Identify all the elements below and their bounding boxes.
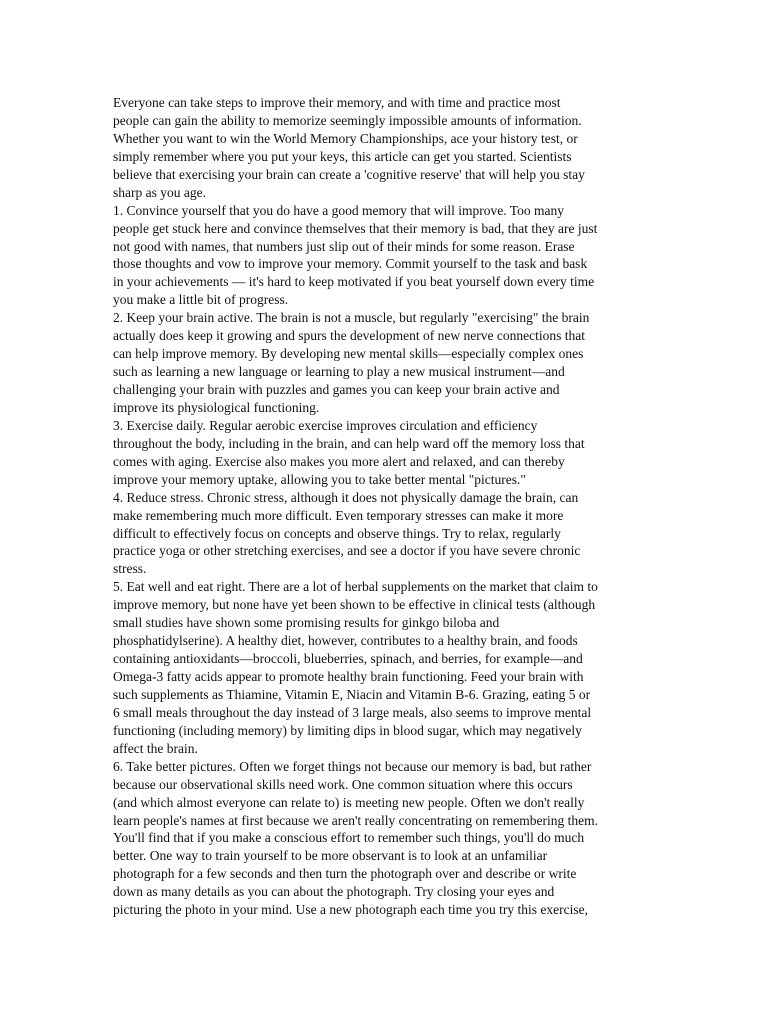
text-line: 6 small meals throughout the day instead of 3 large meals, also seems to improve mental bbox=[113, 704, 592, 720]
text-line: such supplements as Thiamine, Vitamin E, Niacin and Vitamin B-6. Grazing, eating 5 or bbox=[113, 686, 591, 702]
text-line: Omega-3 fatty acids appear to promote healthy brain functioning. Feed your brain with bbox=[113, 669, 584, 684]
text-line: containing antioxidants—broccoli, blueberries, spinach, and berries, for example—and bbox=[113, 651, 583, 667]
text-line: better. One way to train yourself to be more observant is to look at an unfamiliar bbox=[113, 848, 548, 864]
text-line: because our observational skills need work. One common situation where this occurs bbox=[113, 776, 573, 792]
text-line: improve memory, but none have yet been shown to be effective in clinical tests (although bbox=[113, 597, 596, 613]
text-line: those thoughts and vow to improve your memory. Commit yourself to the task and bask bbox=[113, 256, 588, 272]
text-line: 1. Convince yourself that you do have a good memory that will improve. Too many bbox=[113, 202, 564, 218]
text-line: 2. Keep your brain active. The brain is not a muscle, but regularly "exercising" the brain bbox=[113, 310, 590, 326]
text-line: comes with aging. Exercise also makes you more alert and relaxed, and can thereby bbox=[113, 453, 565, 469]
text-line: such as learning a new language or learning to play a new musical instrument—and bbox=[113, 364, 565, 380]
text-line: Whether you want to win the World Memory Championships, ace your history test, or bbox=[113, 130, 578, 146]
text-line: 6. Take better pictures. Often we forget things not because our memory is bad, but rather bbox=[113, 758, 592, 774]
text-line: people get stuck here and convince themselves that their memory is bad, that they are just bbox=[113, 220, 598, 236]
text-line: people can gain the ability to memorize seemingly impossible amounts of information. bbox=[113, 112, 582, 128]
document-body bbox=[113, 94, 633, 919]
text-line: simply remember where you put your keys, this article can get you started. Scientists bbox=[113, 148, 572, 164]
text-line: practice yoga or other stretching exercises, and see a doctor if you have severe chronic bbox=[113, 543, 581, 559]
text-line: make remembering much more difficult. Even temporary stresses can make it more bbox=[113, 507, 564, 523]
text-line: functioning (including memory) by limiting dips in blood sugar, which may negatively bbox=[113, 722, 582, 738]
text-line: Everyone can take steps to improve their memory, and with time and practice most bbox=[113, 95, 561, 110]
text-line: improve its physiological functioning. bbox=[113, 399, 320, 415]
text-line: You'll find that if you make a conscious effort to remember such things, you'll do much bbox=[113, 830, 585, 846]
text-line: phosphatidylserine). A healthy diet, however, contributes to a healthy brain, and foods bbox=[113, 633, 578, 649]
text-line: down as many details as you can about the photograph. Try closing your eyes and bbox=[113, 884, 555, 900]
text-line: not good with names, that numbers just slip out of their minds for some reason. Erase bbox=[113, 238, 575, 254]
text-line: sharp as you age. bbox=[113, 184, 206, 200]
text-line: photograph for a few seconds and then turn the photograph over and describe or write bbox=[113, 866, 577, 882]
text-line: 5. Eat well and eat right. There are a lot of herbal supplements on the market that claim to bbox=[113, 579, 598, 595]
text-line: learn people's names at first because we aren't really concentrating on remembering them. bbox=[113, 812, 599, 828]
text-line: affect the brain. bbox=[113, 740, 198, 756]
text-line: difficult to effectively focus on concepts and observe things. Try to relax, regularly bbox=[113, 525, 561, 541]
text-line: stress. bbox=[113, 561, 147, 577]
text-line: challenging your brain with puzzles and games you can keep your brain active and bbox=[113, 382, 560, 397]
text-line: believe that exercising your brain can create a 'cognitive reserve' that will help you stay bbox=[113, 166, 585, 182]
text-line: you make a little bit of progress. bbox=[113, 292, 289, 308]
text-line: (and which almost everyone can relate to) is meeting new people. Often we don't really bbox=[113, 794, 585, 810]
text-line: 3. Exercise daily. Regular aerobic exercise improves circulation and efficiency bbox=[113, 417, 538, 433]
text-line: in your achievements — it's hard to keep motivated if you beat yourself down every time bbox=[113, 274, 595, 290]
text-line: improve your memory uptake, allowing you to take better mental "pictures." bbox=[113, 471, 526, 487]
text-line: actually does keep it growing and spurs the development of new nerve connections that bbox=[113, 328, 585, 344]
text-line: small studies have shown some promising results for ginkgo biloba and bbox=[113, 615, 500, 631]
text-line: can help improve memory. By developing new mental skills—especially complex ones bbox=[113, 346, 584, 362]
text-line: throughout the body, including in the brain, and can help ward off the memory loss that bbox=[113, 435, 585, 451]
text-line: picturing the photo in your mind. Use a new photograph each time you try this exercise, bbox=[113, 902, 589, 918]
text-line: 4. Reduce stress. Chronic stress, although it does not physically damage the brain, can bbox=[113, 489, 579, 505]
